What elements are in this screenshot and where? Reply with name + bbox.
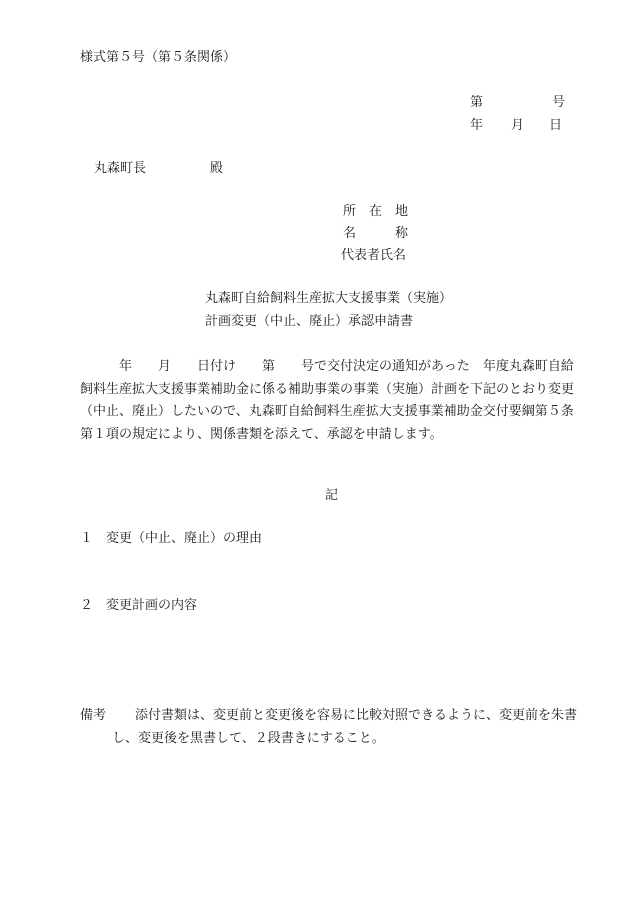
document-title-line2: 計画変更（中止、廃止）承認申請書: [205, 314, 414, 329]
date-month: 月: [511, 118, 525, 133]
document-title-line1: 丸森町自給飼料生産拡大支援事業（実施）: [205, 291, 453, 306]
request-body: [80, 356, 592, 446]
ki-heading: 記: [325, 488, 339, 503]
applicant-address-label: 所 在 地: [343, 204, 409, 219]
addressee-name: 丸森町長: [94, 161, 147, 176]
applicant-name-label: 名 称: [343, 226, 409, 241]
addressee-honorific: 殿: [210, 161, 224, 176]
applicant-representative-label: 代表者氏名: [341, 248, 407, 263]
remarks-label: 備考: [80, 708, 107, 723]
remarks-line1: 添付書類は、変更前と変更後を容易に比較対照できるように、変更前を朱書: [135, 708, 578, 723]
body-line: （中止、廃止）したいので、丸森町自給飼料生産拡大支援事業補助金交付要綱第５条: [80, 404, 574, 419]
item-change-plan: ２ 変更計画の内容: [80, 598, 198, 613]
doc-number-prefix: 第: [470, 95, 484, 110]
form-number: 様式第５号（第５条関係）: [80, 50, 237, 65]
date-day: 日: [549, 118, 563, 133]
item-change-reason: １ 変更（中止、廃止）の理由: [80, 531, 263, 546]
body-line: 第１項の規定により、関係書類を添えて、承認を申請します。: [80, 426, 443, 442]
body-line: 年 月 日付け 第 号で交付決定の通知があった 年度丸森町自給: [80, 359, 574, 374]
body-line: 飼料生産拡大支援事業補助金に係る補助事業の事業（実施）計画を下記のとおり変更: [80, 381, 575, 397]
date-year: 年: [470, 118, 484, 133]
remarks-line2: し、変更後を黒書して、２段書きにすること。: [112, 731, 385, 746]
doc-number-suffix: 号: [552, 95, 566, 110]
